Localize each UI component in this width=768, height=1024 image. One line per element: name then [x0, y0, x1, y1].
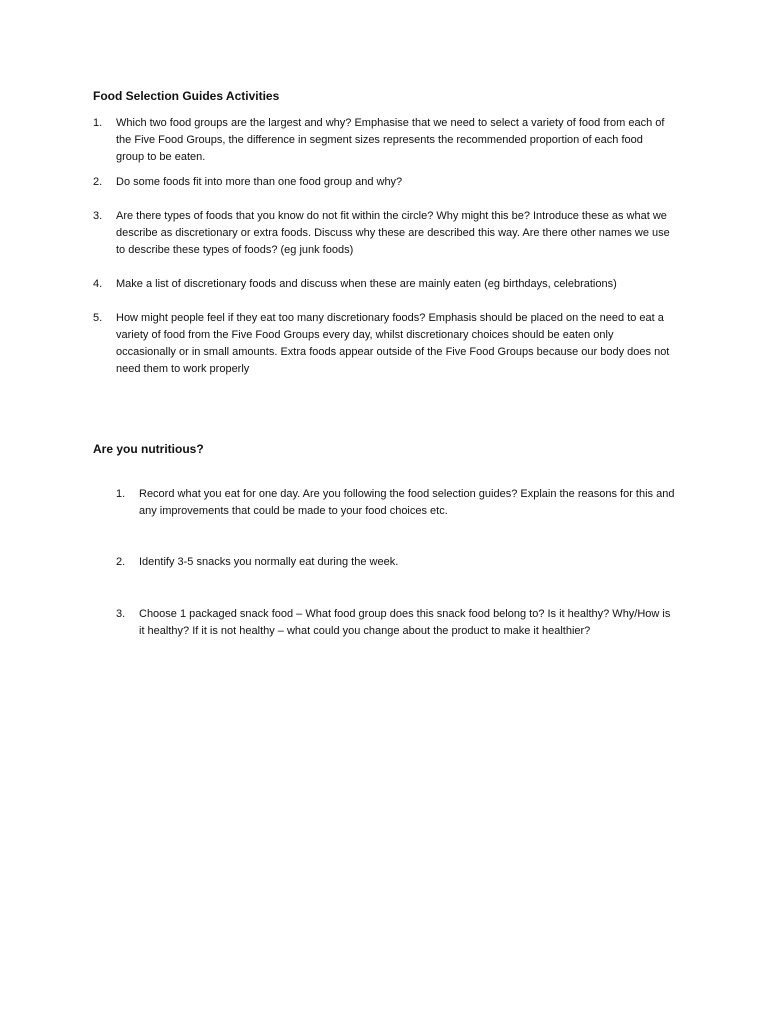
list-item-text: Choose 1 packaged snack food – What food group does this snack food belong to? Is it healthy? Why/How is it healthy? If it is not healthy – what could you change about the product to make it healthier? [139, 608, 671, 637]
list-item-text: How might people feel if they eat too many discretionary foods? Emphasis should be placed on the need to eat a variety of food from the Five Food Groups every day, whilst discretionary choices should be eaten only occasionally or in small amounts. Extra foods appear outside of the Five Food Groups because our body does not need them to work properly [116, 312, 670, 375]
list-item-text: Which two food groups are the largest and why? Emphasise that we need to select a variety of food from each of the Five Food Groups, the difference in segment sizes represents the recommended proportion of each food group to be eaten. [116, 117, 665, 163]
list-item-number: 1. [93, 117, 103, 129]
list-item-text: Identify 3-5 snacks you normally eat during the week. [139, 556, 399, 568]
list-item-number: 2. [93, 176, 103, 188]
list-item [116, 606, 678, 640]
list-item-text: Record what you eat for one day. Are you following the food selection guides? Explain the reasons for this and any improvements that could be made to your food choices etc. [139, 488, 675, 517]
list-item [116, 554, 678, 571]
section-heading-food-selection: Food Selection Guides Activities [93, 89, 280, 103]
list-item [93, 115, 673, 166]
list-item-number: 4. [93, 278, 103, 290]
list-item-text: Do some foods fit into more than one food group and why? [116, 176, 403, 188]
list-item [93, 208, 673, 259]
list-item-text: Are there types of foods that you know do not fit within the circle? Why might this be? Introduce these as what we describe as discretionary or extra foods. Discuss why these are described this way. Are there other names we use to describe these types of foods? (eg junk foods) [116, 210, 670, 256]
list-item [93, 174, 673, 191]
list-item [93, 310, 673, 378]
list-item-number: 3. [116, 608, 126, 620]
list-item-number: 2. [116, 556, 126, 568]
list-item-number: 1. [116, 488, 126, 500]
list-item-number: 5. [93, 312, 103, 324]
list-item [93, 276, 673, 293]
list-item [116, 486, 678, 520]
section-heading-are-you-nutritious: Are you nutritious? [93, 442, 204, 456]
list-item-text: Make a list of discretionary foods and discuss when these are mainly eaten (eg birthdays, celebrations) [116, 278, 617, 290]
list-item-number: 3. [93, 210, 103, 222]
